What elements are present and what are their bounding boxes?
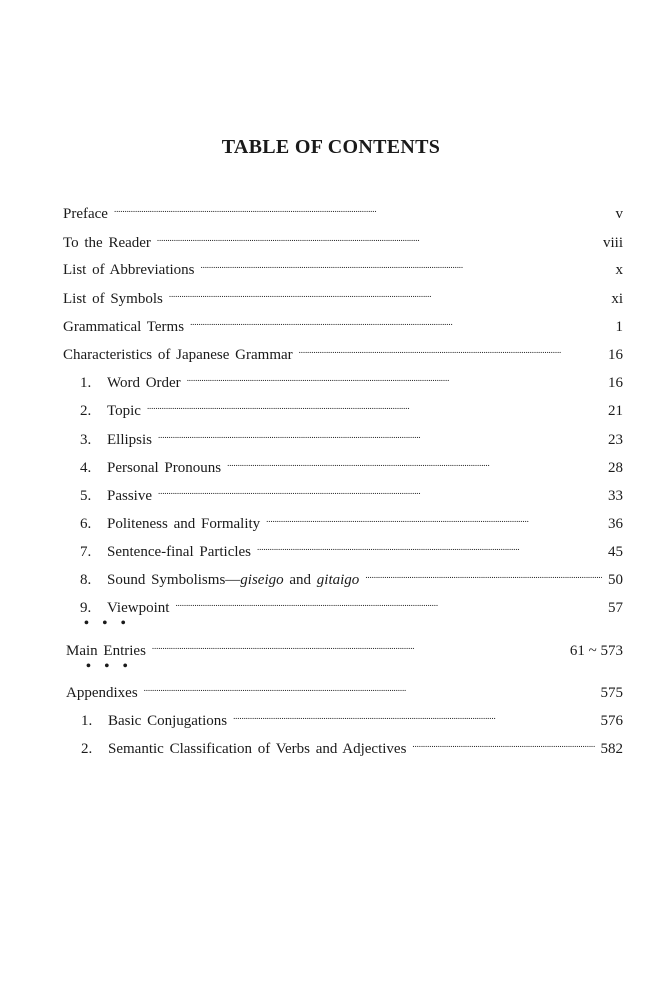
- dot-leader: [114, 198, 610, 218]
- toc-entry-label-italic: gitaigo: [316, 572, 360, 588]
- toc-entry-page: 33: [608, 488, 623, 504]
- toc-entry-label: Viewpoint: [107, 600, 170, 616]
- section-separator: • • •: [86, 659, 133, 674]
- toc-entry-page: 28: [608, 460, 623, 476]
- toc-entry: [63, 254, 623, 280]
- toc-entry-label: [107, 570, 359, 590]
- dot-leader: [257, 536, 602, 556]
- dot-leader: [152, 635, 564, 655]
- dot-leader: [190, 311, 609, 331]
- toc-entry-label: To the Reader: [63, 235, 151, 251]
- dot-leader: [201, 254, 610, 274]
- toc-entry: [66, 677, 623, 703]
- toc-entry-page: 582: [600, 741, 623, 757]
- toc-entry-label: Basic Conjugations: [108, 713, 228, 729]
- toc-entry-page: 36: [608, 516, 623, 532]
- toc-entry: [80, 367, 623, 393]
- toc-entry: [81, 705, 623, 731]
- dot-leader: [266, 508, 602, 528]
- toc-entry-label: List of Symbols: [63, 291, 163, 307]
- dot-leader: [158, 424, 602, 444]
- toc-entry-page: 23: [608, 432, 623, 448]
- toc-entry-number: 1.: [81, 713, 93, 729]
- toc-entry: [81, 733, 623, 759]
- dot-leader: [412, 733, 594, 753]
- toc-entry-page: xi: [611, 291, 623, 307]
- toc-entry: [80, 592, 623, 618]
- toc-entry-number: 7.: [80, 544, 92, 560]
- toc-entry-page: 57: [608, 600, 623, 616]
- toc-entry-label: Passive: [107, 488, 152, 504]
- toc-entry-number: 6.: [80, 516, 92, 532]
- toc-entry-label: Grammatical Terms: [63, 319, 185, 335]
- dot-leader: [365, 564, 602, 584]
- toc-entry: [63, 227, 623, 253]
- toc-entry-page: 1: [615, 319, 623, 335]
- dot-leader: [233, 705, 594, 725]
- toc-entry-number: 4.: [80, 460, 92, 476]
- toc-entry-number: 2.: [81, 741, 93, 757]
- toc-entry: [63, 339, 623, 365]
- toc-entry-label: Characteristics of Japanese Grammar: [63, 347, 293, 363]
- dot-leader: [169, 283, 605, 303]
- toc-entry: [80, 564, 623, 590]
- toc-entry-page: 575: [600, 685, 623, 701]
- toc-entry-page: v: [615, 206, 623, 222]
- dot-leader: [187, 367, 602, 387]
- toc-entry-page: 16: [608, 375, 623, 391]
- toc-entry-number: 5.: [80, 488, 92, 504]
- toc-entry: [63, 198, 623, 224]
- toc-entry-page: x: [615, 262, 623, 278]
- toc-entry-number: 2.: [80, 403, 92, 419]
- toc-entry: [80, 424, 623, 450]
- toc-entry-number: 1.: [80, 375, 92, 391]
- toc-entry: [80, 395, 623, 421]
- toc-entry: [80, 536, 623, 562]
- toc-entry-number: 3.: [80, 432, 92, 448]
- toc-entry-label: Preface: [63, 206, 108, 222]
- toc-entry-page: 61 ~ 573: [569, 643, 623, 659]
- toc-entry: [63, 283, 623, 309]
- section-separator: • • •: [84, 616, 131, 631]
- page-title: TABLE OF CONTENTS: [221, 136, 441, 158]
- toc-entry-label: Appendixes: [66, 685, 138, 701]
- toc-entry-label: List of Abbreviations: [63, 262, 195, 278]
- toc-entry-label: Politeness and Formality: [107, 516, 261, 532]
- dot-leader: [175, 592, 602, 612]
- toc-entry: [63, 311, 623, 337]
- toc-entry-label: Sentence-final Particles: [107, 544, 252, 560]
- toc-entry-label: Word Order: [107, 375, 181, 391]
- toc-entry: [80, 452, 623, 478]
- toc-entry-label-mid: and: [283, 572, 317, 588]
- dot-leader: [147, 395, 602, 415]
- dot-leader: [144, 677, 595, 697]
- toc-entry-label: Main Entries: [66, 643, 146, 659]
- toc-entry-page: 45: [608, 544, 623, 560]
- toc-entry-page: 16: [608, 347, 623, 363]
- toc-entry-number: 9.: [80, 600, 92, 616]
- toc-entry-page: 50: [608, 572, 623, 588]
- toc-entry-page: viii: [602, 235, 623, 251]
- toc-entry-label-italic: giseigo: [240, 572, 284, 588]
- toc-entry-page: 21: [608, 403, 623, 419]
- toc-entry-page: 576: [600, 713, 623, 729]
- toc-entry-label: Personal Pronouns: [107, 460, 222, 476]
- toc-entry: [80, 480, 623, 506]
- dot-leader: [227, 452, 602, 472]
- toc-entry-label: Semantic Classification of Verbs and Adjectives: [108, 741, 407, 757]
- toc-entry: [66, 635, 623, 661]
- toc-entry-label: Topic: [107, 403, 141, 419]
- toc-entry-label: Ellipsis: [107, 432, 153, 448]
- toc-entry: [80, 508, 623, 534]
- dot-leader: [299, 339, 602, 359]
- dot-leader: [157, 227, 597, 247]
- toc-entry-label-text: Sound Symbolisms—: [107, 572, 241, 588]
- toc-entry-number: 8.: [80, 572, 92, 588]
- dot-leader: [158, 480, 602, 500]
